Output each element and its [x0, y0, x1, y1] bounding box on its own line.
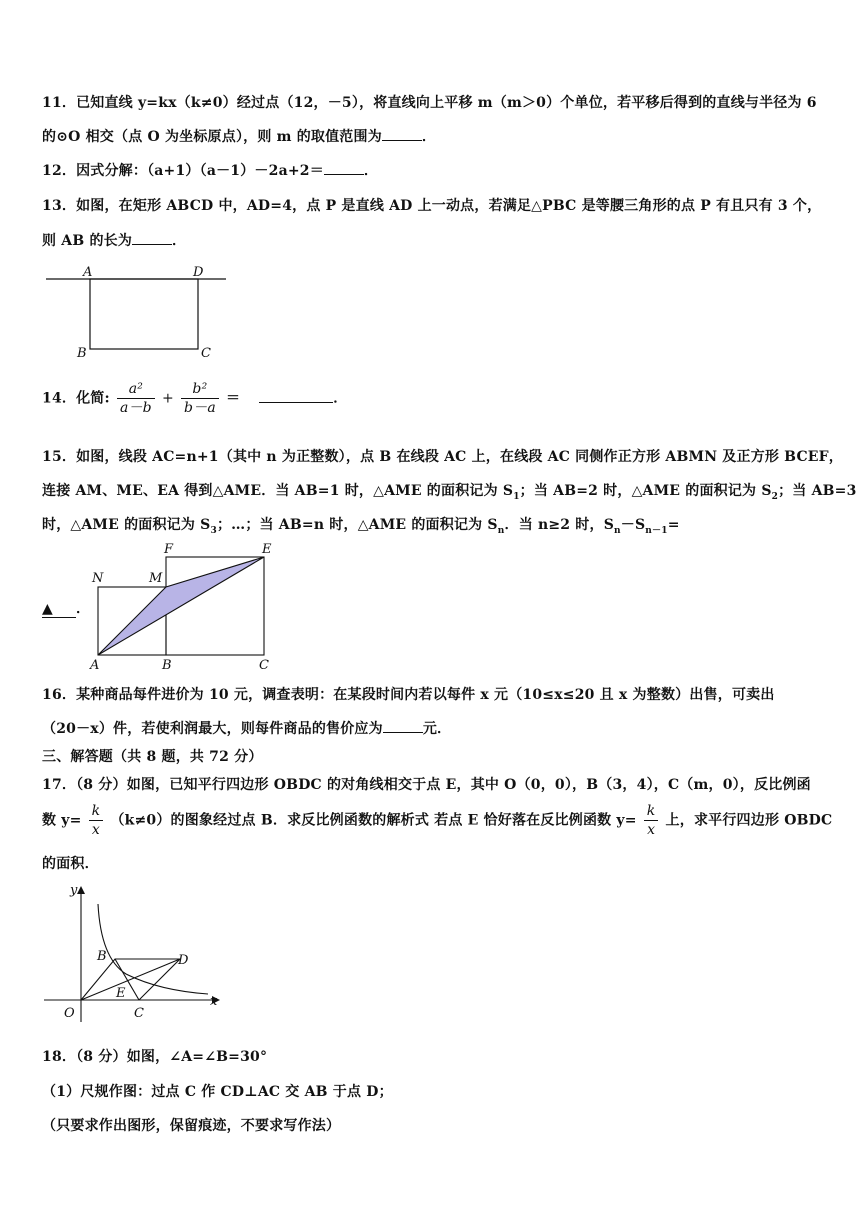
q15-triangle-ame: [98, 557, 264, 655]
q15-label-m: M: [149, 571, 163, 586]
q12-answer-blank[interactable]: [324, 174, 364, 175]
q17-line3: 的面积．: [42, 856, 99, 872]
q17-coordinate-figure: [40, 882, 230, 1027]
q17-label-y: y: [70, 883, 78, 898]
q13-answer-blank[interactable]: [132, 244, 172, 245]
q11-line1: 11．已知直线 y=kx（k≠0）经过点（12，－5），将直线向上平移 m（m＞0）个单位，若平移后得到的直线与半径为 6: [42, 95, 817, 111]
q17-label-b: B: [97, 949, 107, 964]
q14-line: 14．化简: $\frac{\text{a²}}{a-b}$ + $\frac{\text{b²}}{b-a}$ ＝ ．: [42, 381, 348, 416]
q13-line2: 则 AB 的长为 ．: [42, 233, 187, 249]
q17-y-axis-arrow: [77, 886, 85, 894]
q15-label-c: C: [259, 658, 269, 673]
q14-fraction-1: $\frac{\text{a²}}{a-b}$: [117, 380, 155, 417]
q15-answer-line: ▲ ．: [42, 601, 91, 617]
q13-rect-abcd: [90, 279, 198, 349]
q17-label-c: C: [134, 1006, 144, 1021]
q11-line2: 的⊙O 相交（点 O 为坐标原点），则 m 的取值范围为 ．: [42, 129, 437, 145]
q18-line2: （1）尺规作图：过点 C 作 CD⊥AC 交 AB 于点 D；: [42, 1084, 393, 1100]
q13-label-c: C: [201, 346, 211, 361]
q16-line2: （20－x）件，若使利润最大，则每件商品的售价应为 元．: [42, 721, 452, 737]
q17-label-o: O: [64, 1006, 75, 1021]
q17-hyperbola: [98, 904, 208, 994]
q15-answer-blank[interactable]: ▲: [42, 601, 76, 618]
q15-label-e: E: [262, 542, 272, 557]
q17-fraction-1: $\frac{k}{x}$: [89, 802, 104, 839]
q12-line: 12．因式分解：（a+1）（a－1）－2a+2＝ ．: [42, 163, 379, 179]
q17-fraction-2: $\frac{k}{x}$: [644, 802, 659, 839]
q13-label-b: B: [77, 346, 87, 361]
q18-line1: 18．（8 分）如图，∠A=∠B=30°: [42, 1049, 268, 1065]
q13-label-a: A: [83, 265, 93, 280]
q13-rectangle-figure: [40, 262, 240, 362]
q13-label-d: D: [193, 265, 204, 280]
q16-answer-blank[interactable]: [383, 732, 423, 733]
q14-fraction-2: $\frac{\text{b²}}{b-a}$: [181, 380, 219, 417]
q15-line2: 连接 AM、ME、EA 得到△AME．当 AB=1 时，△AME 的面积记为 $S_1$；当 AB=2 时，△AME 的面积记为 $S_2$；当 AB=3: [42, 483, 857, 502]
q15-line1: 15．如图，线段 AC=n+1（其中 n 为正整数），点 B 在线段 AC 上，在线段 AC 同侧作正方形 ABMN 及正方形 BCEF，: [42, 449, 844, 465]
q15-line3: 时，△AME 的面积记为 $S_3$；…；当 AB=n 时，△AME 的面积记为 $S_n$．当 n≥2 时，$S_n-S_{n-1}=$: [42, 517, 680, 536]
q17-label-e: E: [116, 986, 126, 1001]
q15-label-a: A: [90, 658, 100, 673]
q15-label-n: N: [92, 571, 104, 586]
q15-squares-figure: [84, 538, 284, 674]
q18-line3: （只要求作出图形，保留痕迹，不要求写作法）: [42, 1118, 341, 1134]
q16-line1: 16．某种商品每件进价为 10 元，调查表明：在某段时间内若以每件 x 元（10≤x≤20 且 x 为整数）出售，可卖出: [42, 687, 775, 703]
q11-answer-blank[interactable]: [382, 140, 422, 141]
q17-diagonal-od: [81, 959, 180, 1000]
q15-label-f: F: [164, 542, 174, 557]
q17-line2: 数 y= $\frac{k}{x}$ （k≠0）的图象经过点 B．求反比例函数的解析式 若点 E 恰好落在反比例函数 y= $\frac{k}{x}$ 上，求平行四边形 OBDC: [42, 803, 833, 838]
section-3-heading: 三、解答题（共 8 题，共 72 分）: [42, 749, 263, 765]
q17-label-d: D: [178, 953, 189, 968]
q17-label-x: x: [210, 994, 218, 1009]
q17-line1: 17．（8 分）如图，已知平行四边形 OBDC 的对角线相交于点 E，其中 O（0，0），B（3，4），C（m，0），反比例函: [42, 777, 811, 793]
q13-line1: 13．如图，在矩形 ABCD 中，AD=4，点 P 是直线 AD 上一动点，若满足△PBC 是等腰三角形的点 P 有且只有 3 个，: [42, 198, 822, 214]
q14-answer-blank[interactable]: [259, 402, 333, 403]
q15-label-b: B: [162, 658, 172, 673]
